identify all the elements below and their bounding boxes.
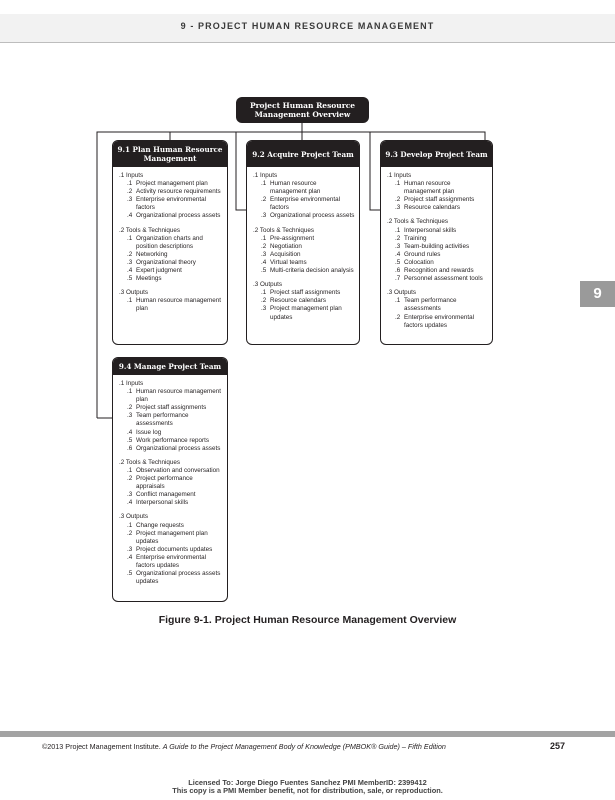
list-item: .5 Meetings <box>127 275 162 283</box>
list-item: .1 Human resource management plan <box>261 180 321 196</box>
process-body <box>113 167 227 318</box>
list-item: .5 Organizational process assets updates <box>127 570 221 586</box>
list-item: .2 Training <box>395 234 427 242</box>
list-item: .1 Observation and conversation <box>127 466 220 474</box>
section-title: .1 Inputs <box>119 380 144 387</box>
list-item: .1 Human resource management plan <box>127 388 222 404</box>
process-box-9-4[interactable] <box>112 357 228 602</box>
list-item: .4 Expert judgment <box>127 267 182 275</box>
list-item: .1 Interpersonal skills <box>395 226 457 234</box>
process-title: 9.4 Manage Project Team <box>113 358 227 375</box>
process-title: 9.1 Plan Human Resource Management <box>113 141 227 167</box>
list-item: .7 Personnel assessment tools <box>395 275 483 283</box>
list-item: .1 Team performance assessments <box>395 297 457 313</box>
process-body <box>381 167 492 334</box>
footer-rule <box>0 731 615 737</box>
list-item: .1 Project staff assignments <box>261 289 341 297</box>
page-header-title: 9 - PROJECT HUMAN RESOURCE MANAGEMENT <box>180 21 435 31</box>
list-item: .3 Acquisition <box>261 250 301 258</box>
connector-line <box>370 132 380 210</box>
section-title: .3 Outputs <box>119 513 149 521</box>
section-title: .2 Tools & Techniques <box>119 226 181 234</box>
list-item: .1 Human resource management plan <box>127 297 222 313</box>
section-title: .3 Outputs <box>119 289 149 297</box>
list-item: .3 Conflict management <box>127 491 196 499</box>
list-item: .6 Recognition and rewards <box>395 267 474 275</box>
license-line: Licensed To: Jorge Diego Fuentes Sanchez PMI MemberID: 2399412 <box>188 778 427 787</box>
list-item: .4 Ground rules <box>395 250 441 258</box>
list-item: .3 Project management plan updates <box>261 305 342 321</box>
list-item: .2 Negotiation <box>261 242 302 250</box>
list-item: .1 Project management plan <box>127 180 208 188</box>
list-item: .5 Work performance reports <box>127 436 210 444</box>
page-number: 257 <box>550 741 566 751</box>
list-item: .2 Project staff assignments <box>127 404 207 412</box>
list-item: .2 Networking <box>127 250 168 258</box>
list-item: .2 Project performance appraisals <box>127 475 193 491</box>
list-item: .2 Project management plan updates <box>127 529 208 545</box>
list-item: .2 Project staff assignments <box>395 196 475 204</box>
section-title: .2 Tools & Techniques <box>387 218 449 226</box>
process-box-9-3[interactable] <box>380 140 493 345</box>
list-item: .2 Resource calendars <box>261 297 327 305</box>
overview-box[interactable] <box>236 97 369 123</box>
list-item: .4 Virtual teams <box>261 258 307 266</box>
footer-citation <box>42 742 446 751</box>
list-item: .4 Issue log <box>127 428 162 436</box>
list-item: .1 Change requests <box>127 521 184 529</box>
list-item: .3 Team-building activities <box>395 242 470 250</box>
section-title: .1 Inputs <box>119 172 144 179</box>
process-box-9-2[interactable] <box>246 140 360 345</box>
section-title: .1 Inputs <box>387 172 412 179</box>
list-item: .4 Interpersonal skills <box>127 499 189 507</box>
chapter-tab[interactable]: 9 <box>580 281 615 307</box>
figure-caption: Figure 9-1. Project Human Resource Management Overview <box>158 614 457 626</box>
list-item: .4 Enterprise environmental factors updates <box>127 553 207 569</box>
section-title: .2 Tools & Techniques <box>119 458 181 466</box>
process-box-9-1[interactable] <box>112 140 228 345</box>
list-item: .1 Organization charts and position descriptions <box>127 234 203 250</box>
list-item: .6 Organizational process assets <box>127 444 221 452</box>
list-item: .3 Team performance assessments <box>127 412 189 428</box>
license-line: This copy is a PMI Member benefit, not for distribution, sale, or reproduction. <box>172 786 443 795</box>
list-item: .1 Human resource management plan <box>395 180 455 196</box>
list-item: .4 Organizational process assets <box>127 212 221 220</box>
process-body <box>113 375 227 590</box>
footer-copyright: ©2013 Project Management Institute. <box>42 742 161 751</box>
list-item: .3 Organizational process assets <box>261 212 355 220</box>
process-title: 9.3 Develop Project Team <box>381 141 492 167</box>
section-title: .3 Outputs <box>253 281 283 289</box>
list-item: .1 Pre-assignment <box>261 234 315 242</box>
connector-line <box>236 132 246 210</box>
section-title: .3 Outputs <box>387 289 417 297</box>
list-item: .3 Enterprise environmental factors <box>127 196 207 212</box>
list-item: .2 Enterprise environmental factors <box>261 196 341 212</box>
process-title: 9.2 Acquire Project Team <box>247 141 359 167</box>
overview-title: Project Human Resource Management Overview <box>249 101 356 119</box>
list-item: .3 Resource calendars <box>395 204 461 212</box>
list-item: .2 Enterprise environmental factors updates <box>395 313 475 329</box>
list-item: .2 Activity resource requirements <box>127 188 221 196</box>
footer-guide-title: A Guide to the Project Management Body of Knowledge (PMBOK® Guide) – Fifth Edition <box>162 742 446 751</box>
list-item: .5 Colocation <box>395 258 434 266</box>
list-item: .5 Multi-criteria decision analysis <box>261 267 354 275</box>
process-body <box>247 167 359 326</box>
license-notice <box>0 779 615 795</box>
list-item: .3 Project documents updates <box>127 545 213 553</box>
section-title: .2 Tools & Techniques <box>253 226 315 234</box>
list-item: .3 Organizational theory <box>127 258 196 266</box>
section-title: .1 Inputs <box>253 172 278 179</box>
